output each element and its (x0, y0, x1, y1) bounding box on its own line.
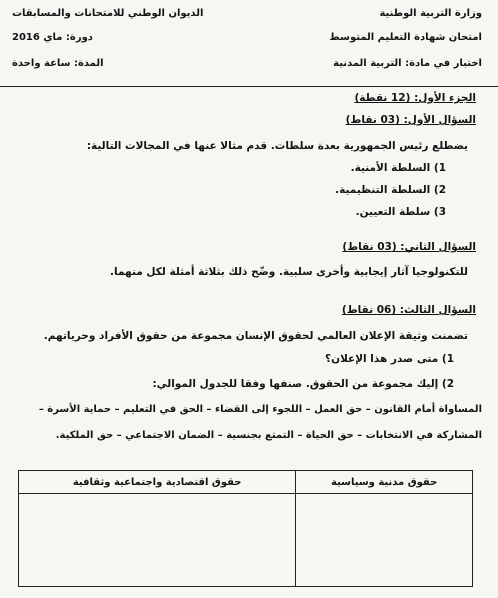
table-header-economic-social-cultural: حقوق اقتصادية واجتماعية وثقافية (19, 471, 296, 494)
q3-sub-2: 2) إليك مجموعة من الحقوق. صنفها وفقا للجدول الموالي: (152, 378, 454, 390)
exam-session: دورة: ماي 2016 (12, 32, 93, 43)
table-header-civil-political: حقوق مدنية وسياسية (296, 471, 473, 494)
part1-title: الجزء الأول: (12 نقطة) (354, 92, 476, 104)
table-cell-civil-political (296, 494, 473, 587)
rights-line-1: المساواة أمام القانون – حق العمل – اللجوء إلى القضاء – الحق في التعليم – حماية الأسرة – (38, 404, 482, 415)
q3-title: السؤال الثالث: (06 نقاط) (341, 304, 476, 316)
q2-title: السؤال الثاني: (03 نقاط) (342, 241, 476, 253)
q2-prompt: للتكنولوجيا آثار إيجابية وأخرى سلبية. وضّح ذلك بثلاثة أمثلة لكل منهما. (110, 266, 468, 278)
q1-title: السؤال الأول: (03 نقاط) (345, 114, 476, 126)
rights-line-2: المشاركة في الانتخابات – حق الحياة – التمتع بجنسية – الضمان الاجتماعي – حق الملكية. (55, 430, 482, 441)
exam-name: امتحان شهادة التعليم المتوسط (329, 32, 482, 43)
exam-subject: اختبار في مادة: التربية المدنية (333, 58, 482, 69)
rights-table (18, 470, 473, 587)
q1-item-2: 2) السلطة التنظيمية. (335, 184, 446, 196)
ministry-name: وزارة التربية الوطنية (379, 8, 482, 19)
q3-intro: تضمنت وثيقة الإعلان العالمي لحقوق الإنسان مجموعة من حقوق الأفراد وحرياتهم. (43, 330, 468, 342)
q1-item-1: 1) السلطة الأمنية. (350, 162, 446, 174)
exam-office: الديوان الوطني للامتحانات والمسابقات (12, 8, 204, 19)
table-cell-economic-social-cultural (19, 494, 296, 587)
header-divider (0, 86, 498, 87)
q1-prompt: يضطلع رئيس الجمهورية بعدة سلطات. قدم مثالا عنها في المجالات التالية: (86, 140, 468, 152)
q3-sub-1: 1) متى صدر هذا الإعلان؟ (325, 353, 454, 365)
q1-item-3: 3) سلطة التعيين. (355, 206, 446, 218)
exam-duration: المدة: ساعة واحدة (12, 58, 104, 69)
